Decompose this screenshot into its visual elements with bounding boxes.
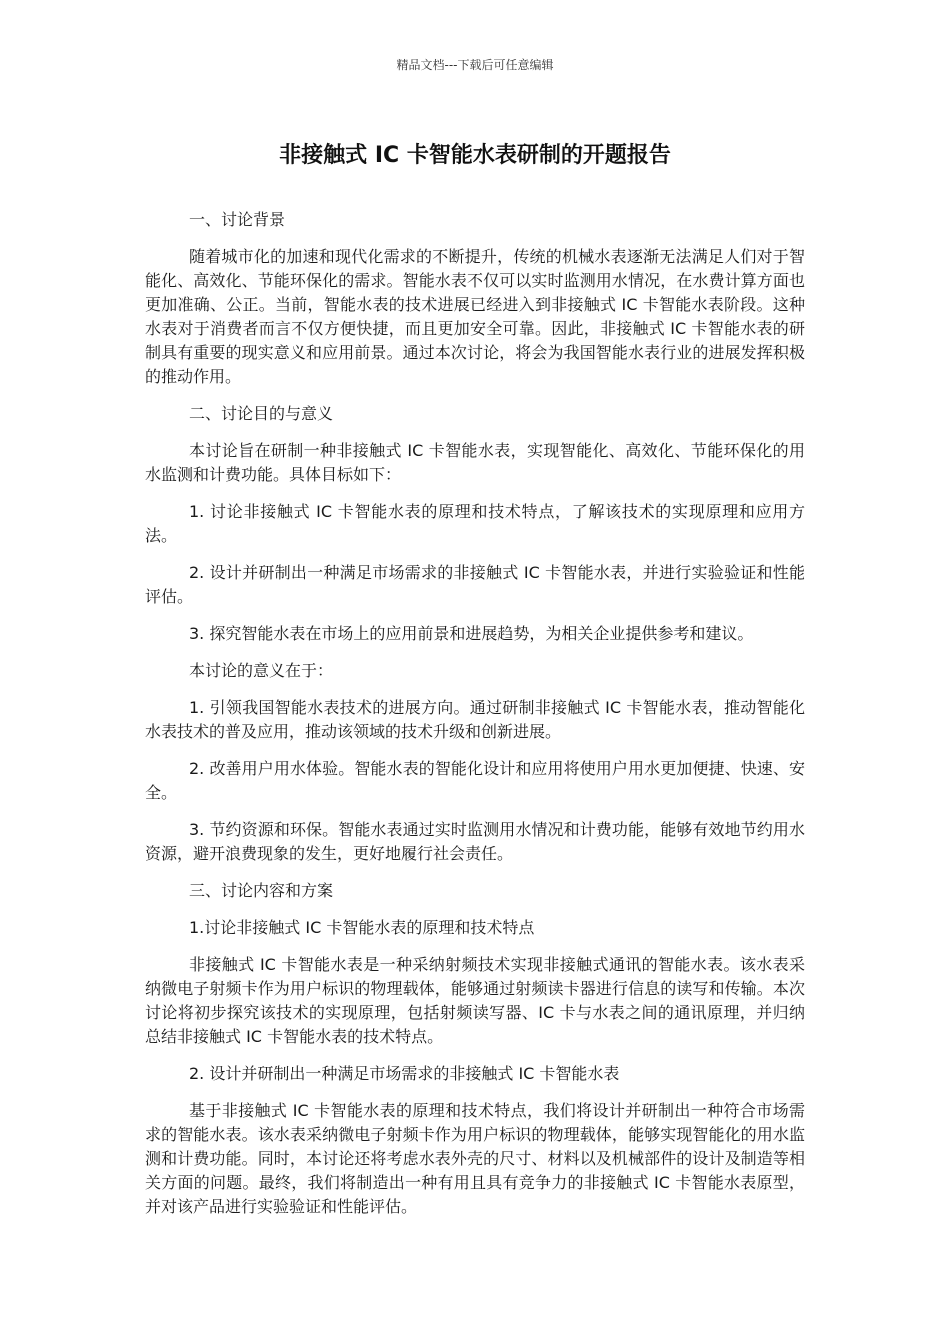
paragraph-principle: 非接触式 IC 卡智能水表是一种采纳射频技术实现非接触式通讯的智能水表。该水表采纳微电子射频卡作为用户标识的物理载体，能够通过射频读卡器进行信息的读写和传输。本次讨论将初步探究该技术的实现原理，包括射频读写器、IC 卡与水表之间的通讯原理，并归纳总结非接触式 IC 卡智能水表的技术特点。 xyxy=(145,955,805,1046)
paragraph-design: 基于非接触式 IC 卡智能水表的原理和技术特点，我们将设计并研制出一种符合市场需求的智能水表。该水表采纳微电子射频卡作为用户标识的物理载体，能够实现智能化的用水监测和计费功能。同时，本讨论还将考虑水表外壳的尺寸、材料以及机械部件的设计及制造等相关方面的问题。最终，我们将制造出一种有用且具有竞争力的非接触式 IC 卡智能水表原型，并对该产品进行实验验证和性能评估。 xyxy=(145,1101,805,1216)
significance-item-1: 1. 引领我国智能水表技术的进展方向。通过研制非接触式 IC 卡智能水表，推动智能化水表技术的普及应用，推动该领域的技术升级和创新进展。 xyxy=(145,698,805,741)
page-header: 精品文档---下载后可任意编辑 xyxy=(396,58,554,72)
document-body xyxy=(145,208,805,1232)
paragraph-background: 随着城市化的加速和现代化需求的不断提升，传统的机械水表逐渐无法满足人们对于智能化、高效化、节能环保化的需求。智能水表不仅可以实时监测用水情况，在水费计算方面也更加准确、公正。当前，智能水表的技术进展已经进入到非接触式 IC 卡智能水表阶段。这种水表对于消费者而言不仅方便快捷，而且更加安全可靠。因此，非接触式 IC 卡智能水表的研制具有重要的现实意义和应用前景。通过本次讨论，将会为我国智能水表行业的进展发挥积极的推动作用。 xyxy=(145,247,805,386)
paragraph-purpose-intro: 本讨论旨在研制一种非接触式 IC 卡智能水表，实现智能化、高效化、节能环保化的用水监测和计费功能。具体目标如下： xyxy=(145,441,805,484)
goal-item-1: 1. 讨论非接触式 IC 卡智能水表的原理和技术特点，了解该技术的实现原理和应用方法。 xyxy=(145,502,805,545)
subheading-design: 2. 设计并研制出一种满足市场需求的非接触式 IC 卡智能水表 xyxy=(189,1064,620,1083)
significance-item-3: 3. 节约资源和环保。智能水表通过实时监测用水情况和计费功能，能够有效地节约用水资源，避开浪费现象的发生，更好地履行社会责任。 xyxy=(145,820,805,863)
section-heading-purpose: 二、讨论目的与意义 xyxy=(189,404,334,423)
section-heading-background: 一、讨论背景 xyxy=(189,210,286,229)
section-heading-content: 三、讨论内容和方案 xyxy=(189,881,334,900)
goal-item-3: 3. 探究智能水表在市场上的应用前景和进展趋势，为相关企业提供参考和建议。 xyxy=(189,624,754,643)
goal-item-2: 2. 设计并研制出一种满足市场需求的非接触式 IC 卡智能水表，并进行实验验证和性能评估。 xyxy=(145,563,805,606)
document-title: 非接触式 IC 卡智能水表研制的开题报告 xyxy=(279,143,671,168)
subheading-principle: 1.讨论非接触式 IC 卡智能水表的原理和技术特点 xyxy=(189,918,535,937)
significance-item-2: 2. 改善用户用水体验。智能水表的智能化设计和应用将使用户用水更加便捷、快速、安全。 xyxy=(145,759,805,802)
significance-intro: 本讨论的意义在于： xyxy=(189,661,334,680)
